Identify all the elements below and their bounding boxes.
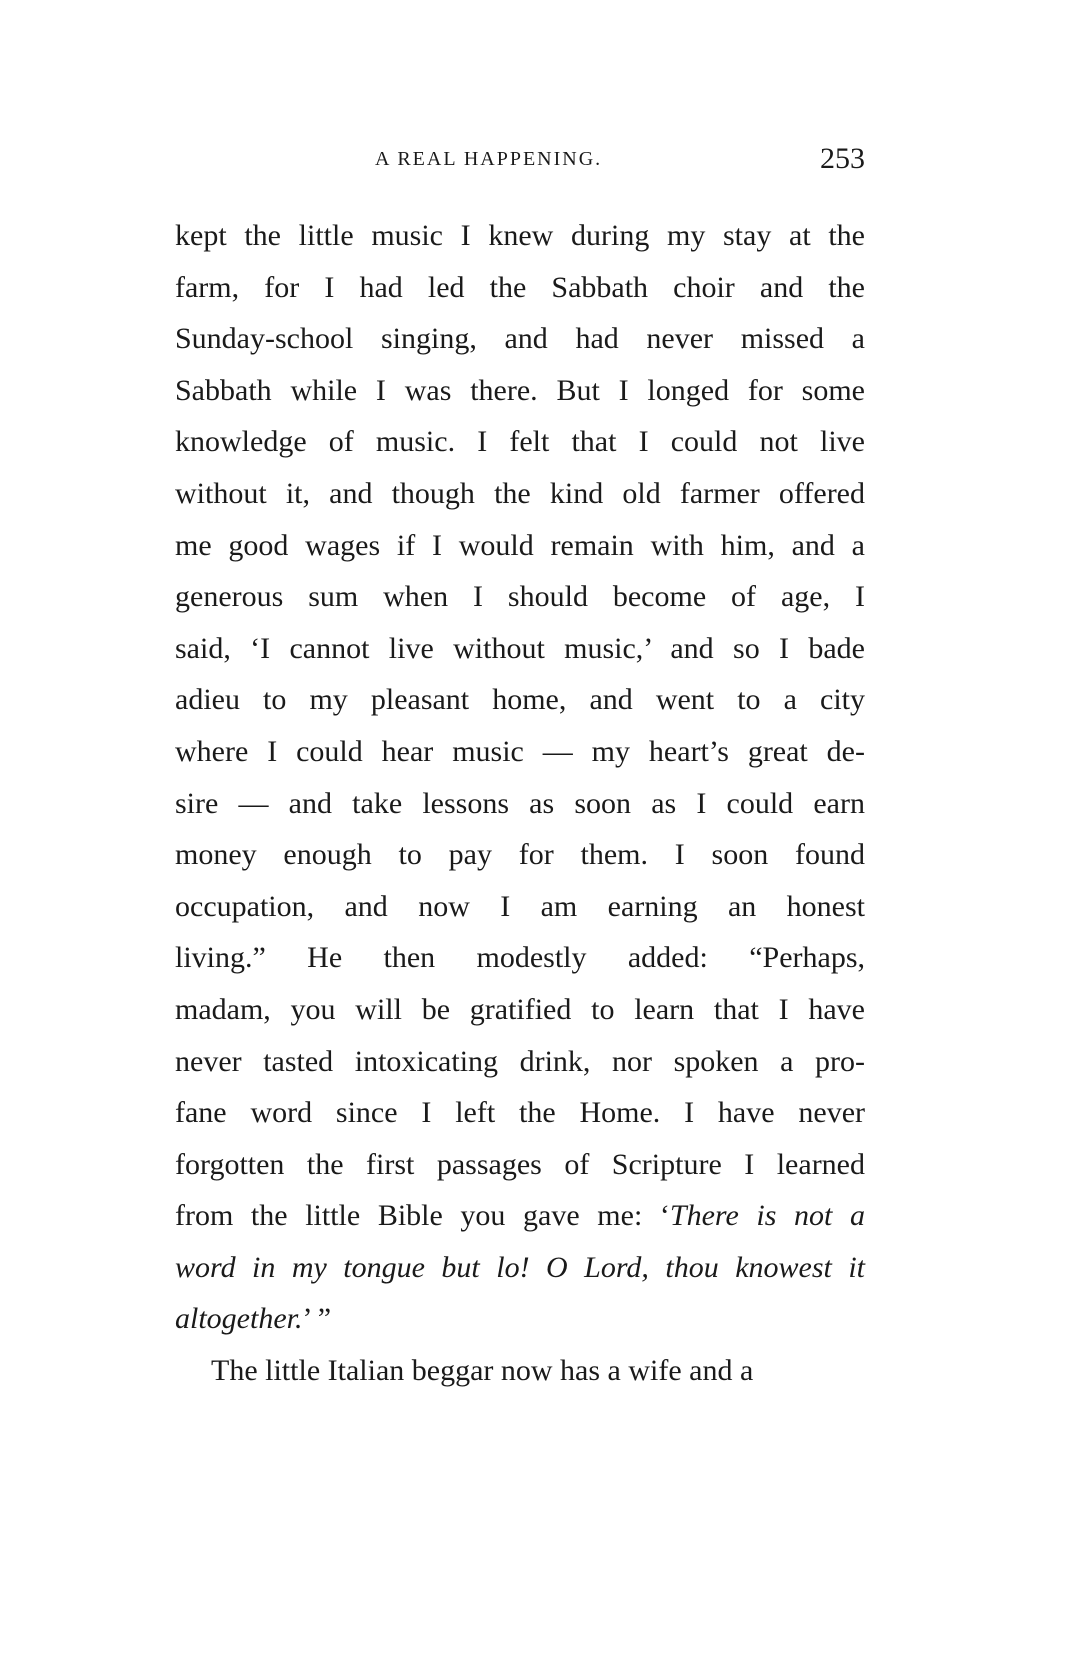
text-line	[175, 1242, 865, 1294]
text-line: without it, and though the kind old farmer offered	[175, 476, 865, 510]
text-line: farm, for I had led the Sabbath choir and the	[175, 270, 865, 304]
text-line: occupation, and now I am earning an honest	[175, 889, 865, 923]
text-line: altogether.’ ”	[175, 1302, 332, 1336]
text-line: where I could hear music — my heart’s great de-	[175, 734, 865, 768]
text-line: sire — and take lessons as soon as I could earn	[175, 786, 865, 820]
running-head	[175, 142, 865, 182]
text-line: never tasted intoxicating drink, nor spoken a pro-	[175, 1044, 865, 1078]
text-line: kept the little music I knew during my stay at the	[175, 219, 865, 252]
scripture-quote-italic: altogether.	[175, 1302, 303, 1336]
text-line: madam, you will be gratified to learn that I have	[175, 992, 865, 1026]
running-head-title: A REAL HAPPENING.	[375, 148, 603, 170]
text-line: Sunday-school singing, and had never missed a	[175, 322, 865, 356]
paragraph-start-line: The little Italian beggar now has a wife and a	[211, 1354, 754, 1388]
body-text	[175, 210, 865, 1397]
page-number: 253	[820, 142, 865, 175]
text-line: generous sum when I should become of age, I	[175, 580, 865, 614]
text-line: me good wages if I would remain with him, and a	[175, 528, 865, 562]
text-line: Sabbath while I was there. But I longed for some	[175, 373, 865, 407]
text-line: said, ‘I cannot live without music,’ and so I bade	[175, 631, 865, 665]
text-line: living.” He then modestly added: “Perhaps,	[175, 941, 865, 975]
text-line: adieu to my pleasant home, and went to a city	[175, 683, 865, 717]
text-line: money enough to pay for them. I soon found	[175, 838, 865, 872]
scripture-quote-italic: There is not a	[669, 1199, 865, 1233]
text-line: fane word since I left the Home. I have never	[175, 1096, 865, 1130]
text-line: knowledge of music. I felt that I could not live	[175, 425, 865, 459]
text-line: from the little Bible you gave me: ‘There is not a	[175, 1199, 865, 1233]
text-line: forgotten the first passages of Scripture I learned	[175, 1147, 865, 1181]
scripture-quote-italic: word in my tongue but lo! O Lord, thou knowest it	[175, 1250, 865, 1284]
